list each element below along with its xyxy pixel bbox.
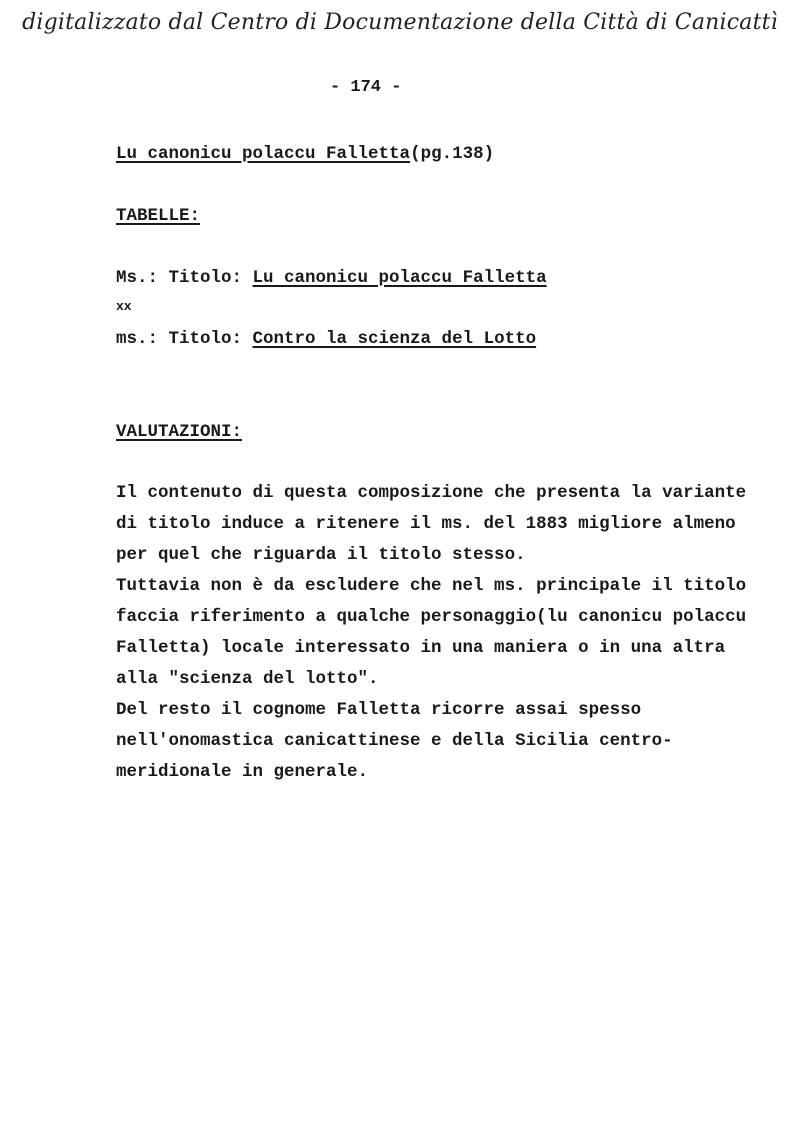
valutazioni-text xyxy=(116,478,756,788)
row-prefix: Ms.: xyxy=(116,268,169,288)
paragraph-1: Il contenuto di questa composizione che presenta la variante di titolo induce a ritenere il ms. del 1883 migliore almeno per quel che riguarda il titolo stesso. xyxy=(116,483,747,565)
tabelle-row-1 xyxy=(116,268,547,288)
heading-page-ref: (pg.138) xyxy=(410,144,495,164)
paragraph-2: Tuttavia non è da escludere che nel ms. principale il titolo faccia riferimento a qualche personaggio(lu canonicu polaccu Falletta) locale interessato in una maniera o in una altra alla "scienza del lotto". xyxy=(116,576,747,689)
row-title-value: Lu canonicu polaccu Falletta xyxy=(252,268,547,288)
row-field: Titolo: xyxy=(168,329,253,349)
paragraph-3: Del resto il cognome Falletta ricorre assai spesso nell'onomastica canicattinese e della Sicilia centro-meridionale in generale. xyxy=(116,700,673,782)
row-title-value: Contro la scienza del Lotto xyxy=(252,329,537,349)
heading-title: Lu canonicu polaccu Falletta xyxy=(116,144,411,164)
page-number: - 174 - xyxy=(330,78,402,97)
section-label-valutazioni: VALUTAZIONI: xyxy=(116,422,243,442)
row-prefix: ms.: xyxy=(116,329,169,349)
tabelle-row-3 xyxy=(116,329,536,349)
row-struck-mark: xx xyxy=(116,299,132,314)
document-heading xyxy=(116,144,494,164)
row-field: Titolo: xyxy=(168,268,253,288)
tabelle-row-2 xyxy=(116,299,132,314)
digitization-watermark: digitalizzato dal Centro di Documentazione della Città di Canicattì xyxy=(22,10,778,35)
section-label-tabelle: TABELLE: xyxy=(116,206,201,226)
